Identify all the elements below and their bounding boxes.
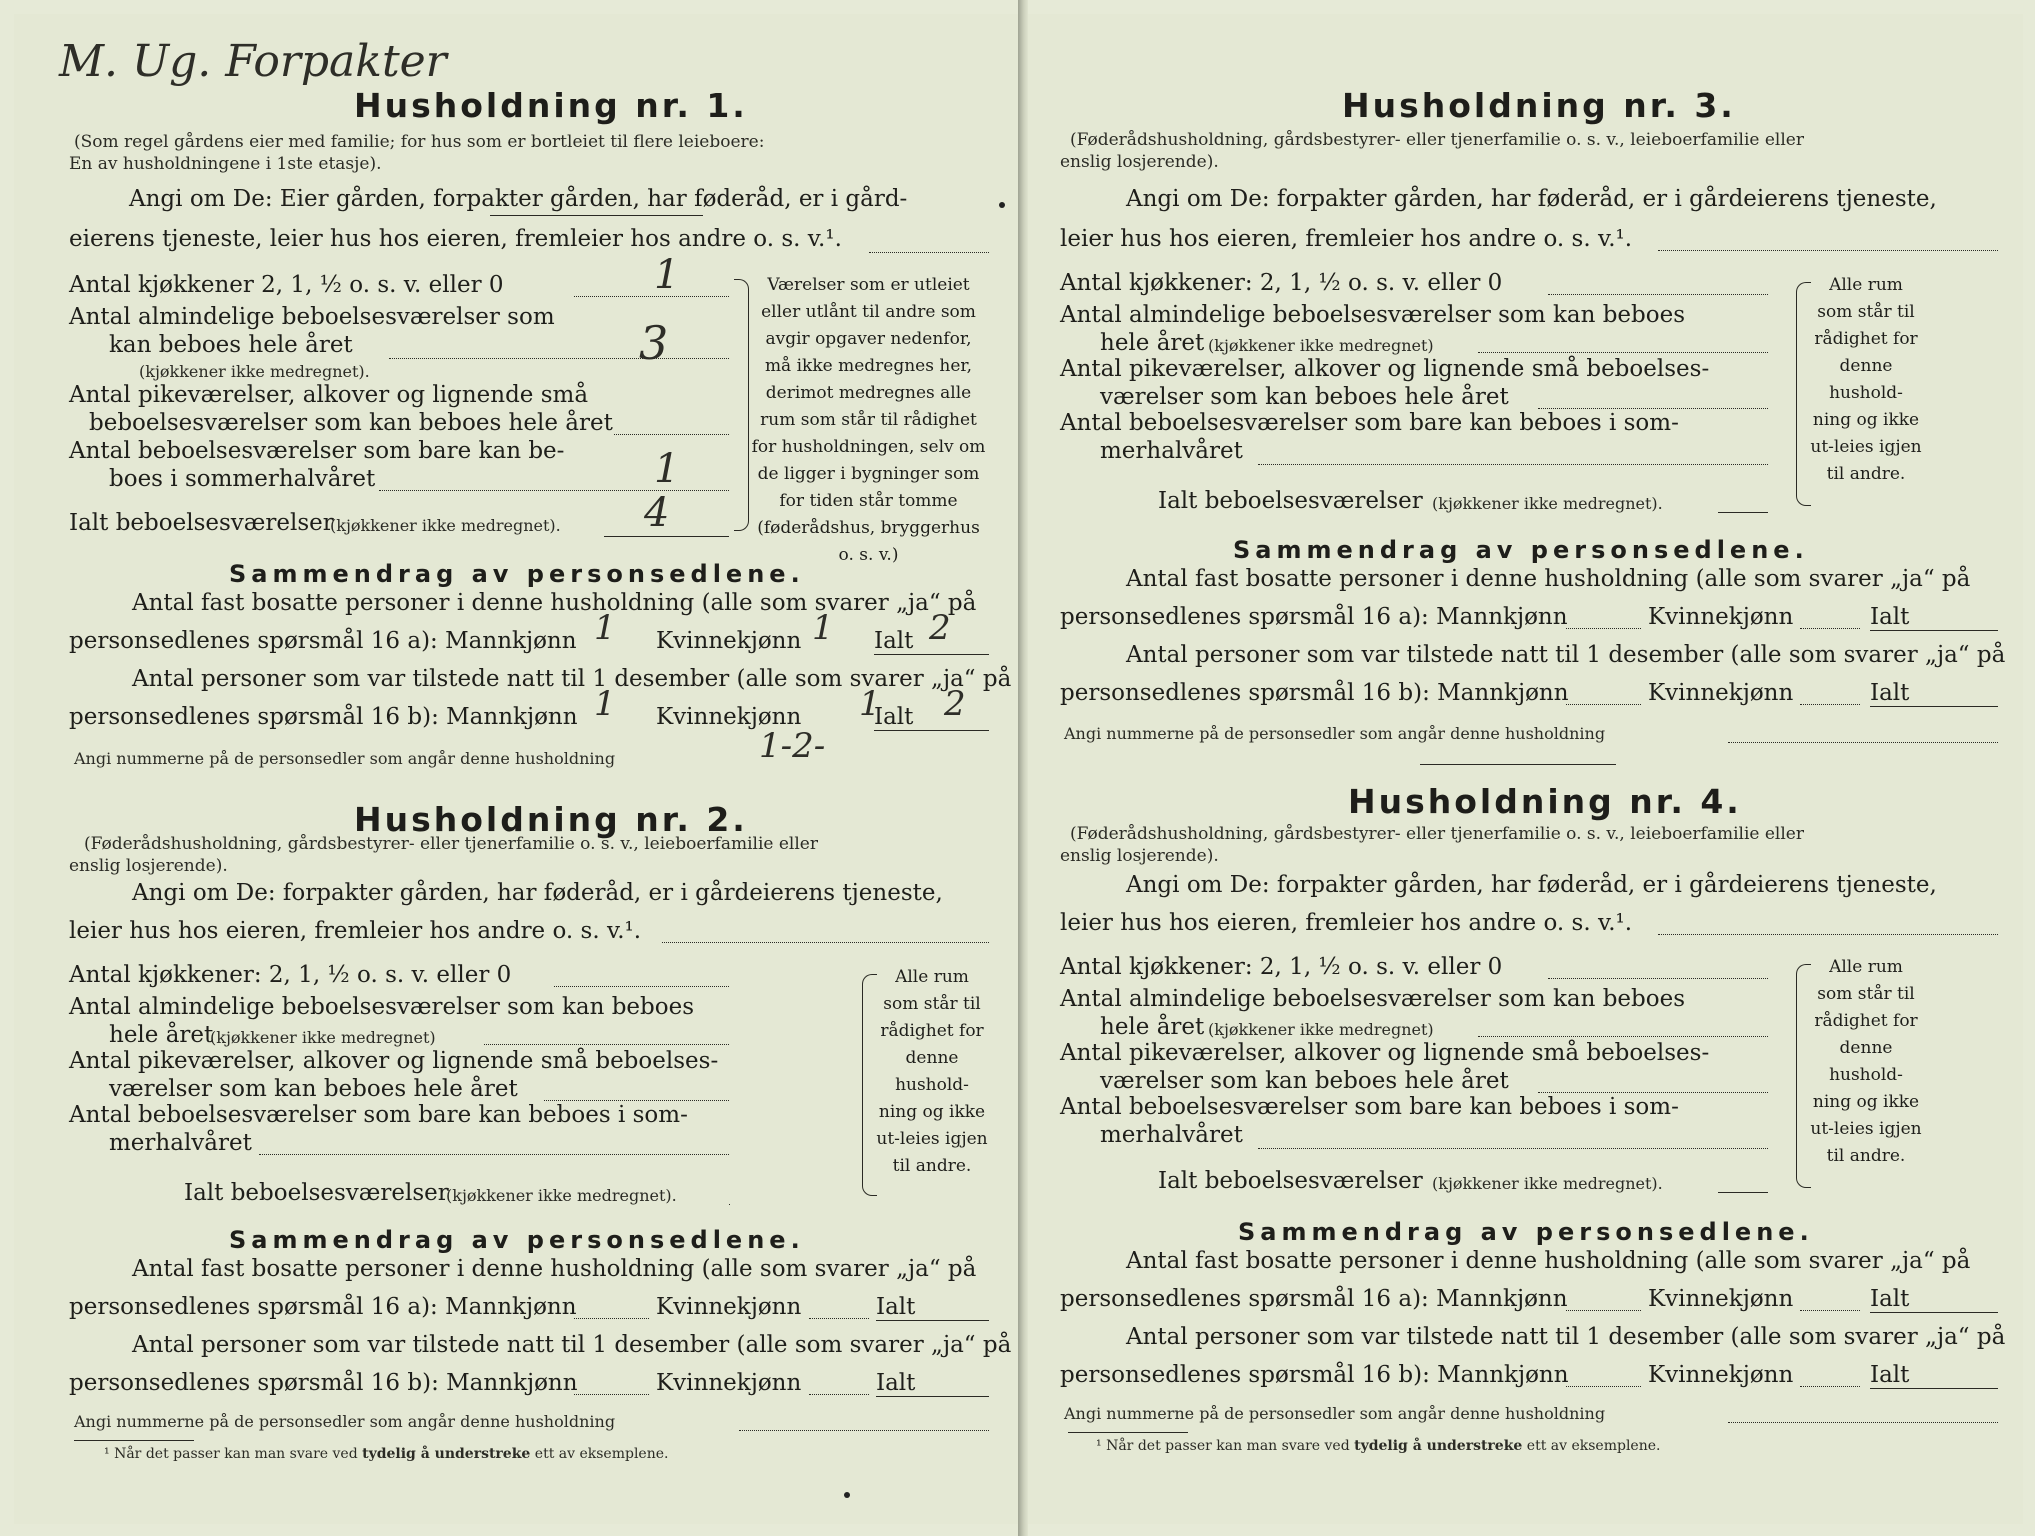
footnote-marker: ¹	[1096, 1438, 1102, 1454]
h3-s2-ialt-label: Ialt	[1870, 680, 1910, 706]
h4-s2-men-fill	[1566, 1386, 1641, 1387]
h4-angi-line2: leier hus hos eieren, fremleier hos andre o. s. v.¹.	[1060, 910, 1633, 936]
h4-maid-fill	[1538, 1092, 1768, 1093]
household-2-title: Husholdning nr. 2.	[354, 800, 748, 839]
household-1-angi-line2: eierens tjeneste, leier hus hos eieren, fremleier hos andre o. s. v.¹.	[69, 226, 842, 252]
h4-s1-women-label: Kvinnekjønn	[1648, 1286, 1794, 1312]
h4-summary-title: Sammendrag av personsedlene.	[1238, 1218, 1814, 1246]
h4-summer-line1: Antal beboelsesværelser som bare kan beboes i som-	[1060, 1094, 1679, 1120]
h3-angi-line1: Angi om De: forpakter gården, har føderåd, er i gårdeierens tjeneste,	[1126, 186, 1937, 212]
h1-s2-line1: Antal personer som var tilstede natt til 1 desember (alle som svarer „ja“ på	[132, 666, 1012, 692]
h2-s2-rule	[876, 1396, 989, 1397]
left-footnote	[104, 1446, 668, 1462]
h2-rooms-note: (kjøkkener ikke medregnet)	[210, 1028, 436, 1047]
h2-kitchens-fill	[554, 986, 729, 987]
h3-summer-line1: Antal beboelsesværelser som bare kan beboes i som-	[1060, 410, 1679, 436]
h1-kitchens-value: 1	[654, 252, 680, 298]
left-page	[14, 14, 1018, 1524]
h1-s1-line2: personsedlenes spørsmål 16 a): Mannkjønn	[69, 628, 577, 654]
h1-bracket	[734, 279, 749, 531]
h1-rooms-line1: Antal almindelige beboelsesværelser som	[69, 304, 555, 330]
h4-total-fill	[1718, 1192, 1768, 1193]
h2-summary-title: Sammendrag av personsedlene.	[229, 1226, 805, 1254]
h1-side-note: Værelser som er utleiet eller utlånt til andre som avgir opgaver nedenfor, må ikke medregnes her, derimot medregnes alle rum som står til rådighet for husholdningen, selv om de ligger i bygninger som for tiden står tomme (føderådshus, bryggerhus o. s. v.)	[751, 275, 986, 565]
footnote-rule	[74, 1440, 194, 1441]
h4-note-line2: enslig losjerende).	[1060, 846, 1219, 866]
h4-numbers-label: Angi nummerne på de personsedler som angår denne husholdning	[1064, 1404, 1606, 1423]
h4-s1-men-fill	[1566, 1310, 1641, 1311]
h2-numbers-fill	[739, 1430, 989, 1431]
h3-note-line1: (Føderådshusholdning, gårdsbestyrer- eller tjenerfamilie o. s. v., leieboerfamilie eller	[1070, 130, 1804, 150]
h2-total-label: Ialt beboelsesværelser	[184, 1180, 449, 1206]
h2-note-line2: enslig losjerende).	[69, 856, 228, 876]
h2-s2-line1: Antal personer som var tilstede natt til 1 desember (alle som svarer „ja“ på	[132, 1332, 1012, 1358]
h4-rooms-line2: hele året	[1100, 1014, 1205, 1040]
h2-s1-women-label: Kvinnekjønn	[656, 1294, 802, 1320]
household-1-title: Husholdning nr. 1.	[354, 86, 748, 125]
h3-kitchens-fill	[1548, 294, 1768, 295]
h3-s2-line1: Antal personer som var tilstede natt til 1 desember (alle som svarer „ja“ på	[1126, 642, 2006, 668]
h2-s2-women-label: Kvinnekjønn	[656, 1370, 802, 1396]
h1-s2-line2: personsedlenes spørsmål 16 b): Mannkjønn	[69, 704, 578, 730]
footnote-text: Når det passer kan man svare ved	[114, 1446, 358, 1462]
h4-s2-line1: Antal personer som var tilstede natt til 1 desember (alle som svarer „ja“ på	[1126, 1324, 2006, 1350]
h2-s1-rule	[876, 1320, 989, 1321]
h2-note-line1: (Føderådshusholdning, gårdsbestyrer- eller tjenerfamilie o. s. v., leieboerfamilie eller	[84, 834, 818, 854]
h2-s1-women-fill	[809, 1318, 869, 1319]
h1-summer-value: 1	[654, 446, 680, 492]
angi-fill-line	[869, 252, 989, 253]
h2-s2-men-fill	[574, 1394, 649, 1395]
h1-kitchens-fill	[574, 296, 729, 297]
h1-kitchens-label: Antal kjøkkener 2, 1, ½ o. s. v. eller 0	[69, 272, 504, 298]
h2-s1-men-fill	[574, 1318, 649, 1319]
right-page	[1028, 14, 2023, 1524]
h4-s2-women-fill	[1800, 1386, 1860, 1387]
ink-dot	[844, 1492, 850, 1498]
h1-summary-title: Sammendrag av personsedlene.	[229, 560, 805, 588]
h4-side-note: Alle rum som står til rådighet for denne hushold-ning og ikke ut-leies igjen til andre.	[1810, 957, 1922, 1166]
h1-s1-line1: Antal fast bosatte personer i denne husholdning (alle som svarer „ja“ på	[132, 590, 977, 616]
h2-numbers-label: Angi nummerne på de personsedler som angår denne husholdning	[74, 1412, 616, 1431]
h4-s1-ialt-label: Ialt	[1870, 1286, 1910, 1312]
h3-s1-women-label: Kvinnekjønn	[1648, 604, 1794, 630]
household-1-note-line1: (Som regel gårdens eier med familie; for hus som er bortleiet til flere leieboere:	[74, 132, 765, 152]
household-1-angi-line1: Angi om De: Eier gården, forpakter gården, har føderåd, er i gård-	[129, 186, 908, 212]
h3-maid-line1: Antal pikeværelser, alkover og lignende små beboelses-	[1060, 356, 1710, 382]
footnote-end: ett av eksemplene.	[1526, 1438, 1661, 1454]
h4-maid-line1: Antal pikeværelser, alkover og lignende små beboelses-	[1060, 1040, 1710, 1066]
underline-forpakter	[490, 215, 703, 216]
h4-angi-line1: Angi om De: forpakter gården, har føderåd, er i gårdeierens tjeneste,	[1126, 872, 1937, 898]
h4-total-label: Ialt beboelsesværelser	[1158, 1168, 1423, 1194]
h1-total-note: (kjøkkener ikke medregnet).	[330, 516, 561, 535]
h1-s2-total: 2	[944, 684, 966, 724]
h3-numbers-label: Angi nummerne på de personsedler som angår denne husholdning	[1064, 724, 1606, 743]
h1-s2-women-label: Kvinnekjønn	[656, 704, 802, 730]
footnote-text: Når det passer kan man svare ved	[1106, 1438, 1350, 1454]
h3-side-note: Alle rum som står til rådighet for denne hushold-ning og ikke ut-leies igjen til andre.	[1810, 275, 1922, 484]
h3-s1-women-fill	[1800, 628, 1860, 629]
h2-rooms-line2: hele året	[109, 1022, 214, 1048]
ink-dot	[999, 202, 1005, 208]
h1-maid-fill	[614, 434, 729, 435]
h1-total-value: 4	[644, 490, 670, 536]
footnote-rule	[1068, 1432, 1188, 1433]
h4-s1-rule	[1870, 1312, 1998, 1313]
h2-summer-line2: merhalvåret	[109, 1130, 252, 1156]
h1-s1-ialt-label: Ialt	[874, 628, 914, 654]
footnote-end: ett av eksemplene.	[534, 1446, 669, 1462]
h3-summer-fill	[1258, 464, 1768, 465]
h3-s1-rule	[1870, 630, 1998, 631]
h1-rooms-note: (kjøkkener ikke medregnet).	[139, 362, 370, 381]
h4-s2-women-label: Kvinnekjønn	[1648, 1362, 1794, 1388]
h1-s2-rule	[874, 730, 989, 731]
h4-s2-line2: personsedlenes spørsmål 16 b): Mannkjønn	[1060, 1362, 1569, 1388]
h4-rooms-note: (kjøkkener ikke medregnet)	[1208, 1020, 1434, 1039]
h3-s2-line2: personsedlenes spørsmål 16 b): Mannkjønn	[1060, 680, 1569, 706]
h1-summer-line1: Antal beboelsesværelser som bare kan be-	[69, 438, 565, 464]
h3-total-label: Ialt beboelsesværelser	[1158, 488, 1423, 514]
h3-summer-line2: merhalvåret	[1100, 438, 1243, 464]
h4-s1-women-fill	[1800, 1310, 1860, 1311]
household-4-title: Husholdning nr. 4.	[1348, 782, 1742, 821]
household-3-title: Husholdning nr. 3.	[1342, 86, 1736, 125]
h2-rooms-fill	[484, 1044, 729, 1045]
h1-total-label: Ialt beboelsesværelser	[69, 510, 334, 536]
h3-rooms-line1: Antal almindelige beboelsesværelser som kan beboes	[1060, 302, 1686, 328]
h4-angi-fill	[1658, 934, 1998, 935]
h3-s1-ialt-label: Ialt	[1870, 604, 1910, 630]
h1-s2-men: 1	[594, 684, 616, 724]
h3-s2-men-fill	[1566, 704, 1641, 705]
page-fold	[1018, 0, 1028, 1536]
h2-total-note: (kjøkkener ikke medregnet).	[446, 1186, 677, 1205]
h3-s1-line1: Antal fast bosatte personer i denne husholdning (alle som svarer „ja“ på	[1126, 566, 1971, 592]
h1-s1-women-label: Kvinnekjønn	[656, 628, 802, 654]
h1-maid-line2: beboelsesværelser som kan beboes hele året	[89, 410, 613, 436]
h4-bracket	[1796, 964, 1811, 1188]
footnote-marker: ¹	[104, 1446, 110, 1462]
h4-maid-line2: værelser som kan beboes hele året	[1100, 1068, 1509, 1094]
h2-s2-line2: personsedlenes spørsmål 16 b): Mannkjønn	[69, 1370, 578, 1396]
h1-rooms-line2: kan beboes hele året	[109, 332, 353, 358]
h4-kitchens-fill	[1548, 978, 1768, 979]
h4-rooms-line1: Antal almindelige beboelsesværelser som kan beboes	[1060, 986, 1686, 1012]
h2-bracket	[862, 974, 877, 1196]
handwritten-top-note: M. Ug. Forpakter	[59, 36, 447, 87]
h3-rooms-note: (kjøkkener ikke medregnet)	[1208, 336, 1434, 355]
h1-total-fill	[604, 536, 729, 537]
h1-maid-line1: Antal pikeværelser, alkover og lignende små	[69, 382, 589, 408]
h3-s1-line2: personsedlenes spørsmål 16 a): Mannkjønn	[1060, 604, 1568, 630]
h3-rooms-line2: hele året	[1100, 330, 1205, 356]
h4-s1-line1: Antal fast bosatte personer i denne husholdning (alle som svarer „ja“ på	[1126, 1248, 1971, 1274]
h1-numbers-value: 1-2-	[759, 726, 826, 766]
h2-s1-line2: personsedlenes spørsmål 16 a): Mannkjønn	[69, 1294, 577, 1320]
h1-rooms-value: 3	[639, 316, 669, 370]
h3-note-line2: enslig losjerende).	[1060, 152, 1219, 172]
h1-summer-line2: boes i sommerhalvåret	[109, 466, 376, 492]
h2-s2-ialt-label: Ialt	[876, 1370, 916, 1396]
h2-angi-fill	[662, 942, 989, 943]
section-divider	[1420, 764, 1616, 765]
h3-angi-line2: leier hus hos eieren, fremleier hos andre o. s. v.¹.	[1060, 226, 1633, 252]
h3-angi-fill	[1658, 250, 1998, 251]
h1-summer-fill	[379, 490, 729, 491]
h2-total-fill	[729, 1204, 730, 1205]
h4-total-note: (kjøkkener ikke medregnet).	[1432, 1174, 1663, 1193]
h3-rooms-fill	[1478, 352, 1768, 353]
h1-s1-total: 2	[929, 608, 951, 648]
h3-kitchens-label: Antal kjøkkener: 2, 1, ½ o. s. v. eller 0	[1060, 270, 1503, 296]
footnote-bold: tydelig å understreke	[362, 1446, 531, 1462]
h2-angi-line2: leier hus hos eieren, fremleier hos andre o. s. v.¹.	[69, 918, 642, 944]
h1-s2-women: 1	[859, 684, 881, 724]
h3-s2-women-label: Kvinnekjønn	[1648, 680, 1794, 706]
h3-bracket	[1796, 282, 1811, 506]
h3-maid-fill	[1538, 408, 1768, 409]
h2-angi-line1: Angi om De: forpakter gården, har føderåd, er i gårdeierens tjeneste,	[132, 880, 943, 906]
h2-rooms-line1: Antal almindelige beboelsesværelser som kan beboes	[69, 994, 695, 1020]
h4-s2-ialt-label: Ialt	[1870, 1362, 1910, 1388]
h3-maid-line2: værelser som kan beboes hele året	[1100, 384, 1509, 410]
h4-summer-line2: merhalvåret	[1100, 1122, 1243, 1148]
h4-numbers-fill	[1728, 1422, 1998, 1423]
h4-rooms-fill	[1478, 1036, 1768, 1037]
h2-side-note: Alle rum som står til rådighet for denne hushold-ning og ikke ut-leies igjen til andre.	[876, 967, 988, 1176]
h1-s2-ialt-label: Ialt	[874, 704, 914, 730]
h2-s1-line1: Antal fast bosatte personer i denne husholdning (alle som svarer „ja“ på	[132, 1256, 977, 1282]
h1-numbers-label: Angi nummerne på de personsedler som angår denne husholdning	[74, 749, 616, 768]
h1-s1-men: 1	[594, 608, 616, 648]
h1-s1-women: 1	[812, 608, 834, 648]
h3-total-note: (kjøkkener ikke medregnet).	[1432, 494, 1663, 513]
h4-s2-rule	[1870, 1388, 1998, 1389]
h1-s1-rule	[874, 654, 989, 655]
h1-rooms-fill	[389, 358, 729, 359]
h2-summer-fill	[259, 1154, 729, 1155]
h2-s2-women-fill	[809, 1394, 869, 1395]
h3-numbers-fill	[1728, 742, 1998, 743]
h3-summary-title: Sammendrag av personsedlene.	[1233, 536, 1809, 564]
footnote-bold: tydelig å understreke	[1354, 1438, 1523, 1454]
household-1-note-line2: En av husholdningene i 1ste etasje).	[69, 154, 382, 174]
h4-note-line1: (Føderådshusholdning, gårdsbestyrer- eller tjenerfamilie o. s. v., leieboerfamilie eller	[1070, 824, 1804, 844]
h3-s1-men-fill	[1566, 628, 1641, 629]
h3-s2-rule	[1870, 706, 1998, 707]
h2-s1-ialt-label: Ialt	[876, 1294, 916, 1320]
h3-total-fill	[1718, 512, 1768, 513]
h2-maid-fill	[544, 1100, 729, 1101]
h2-maid-line2: værelser som kan beboes hele året	[109, 1076, 518, 1102]
h4-kitchens-label: Antal kjøkkener: 2, 1, ½ o. s. v. eller 0	[1060, 954, 1503, 980]
h4-s1-line2: personsedlenes spørsmål 16 a): Mannkjønn	[1060, 1286, 1568, 1312]
h2-maid-line1: Antal pikeværelser, alkover og lignende små beboelses-	[69, 1048, 719, 1074]
right-footnote	[1096, 1438, 1660, 1454]
h2-summer-line1: Antal beboelsesværelser som bare kan beboes i som-	[69, 1102, 688, 1128]
h3-s2-women-fill	[1800, 704, 1860, 705]
h2-kitchens-label: Antal kjøkkener: 2, 1, ½ o. s. v. eller 0	[69, 962, 512, 988]
h4-summer-fill	[1258, 1148, 1768, 1149]
